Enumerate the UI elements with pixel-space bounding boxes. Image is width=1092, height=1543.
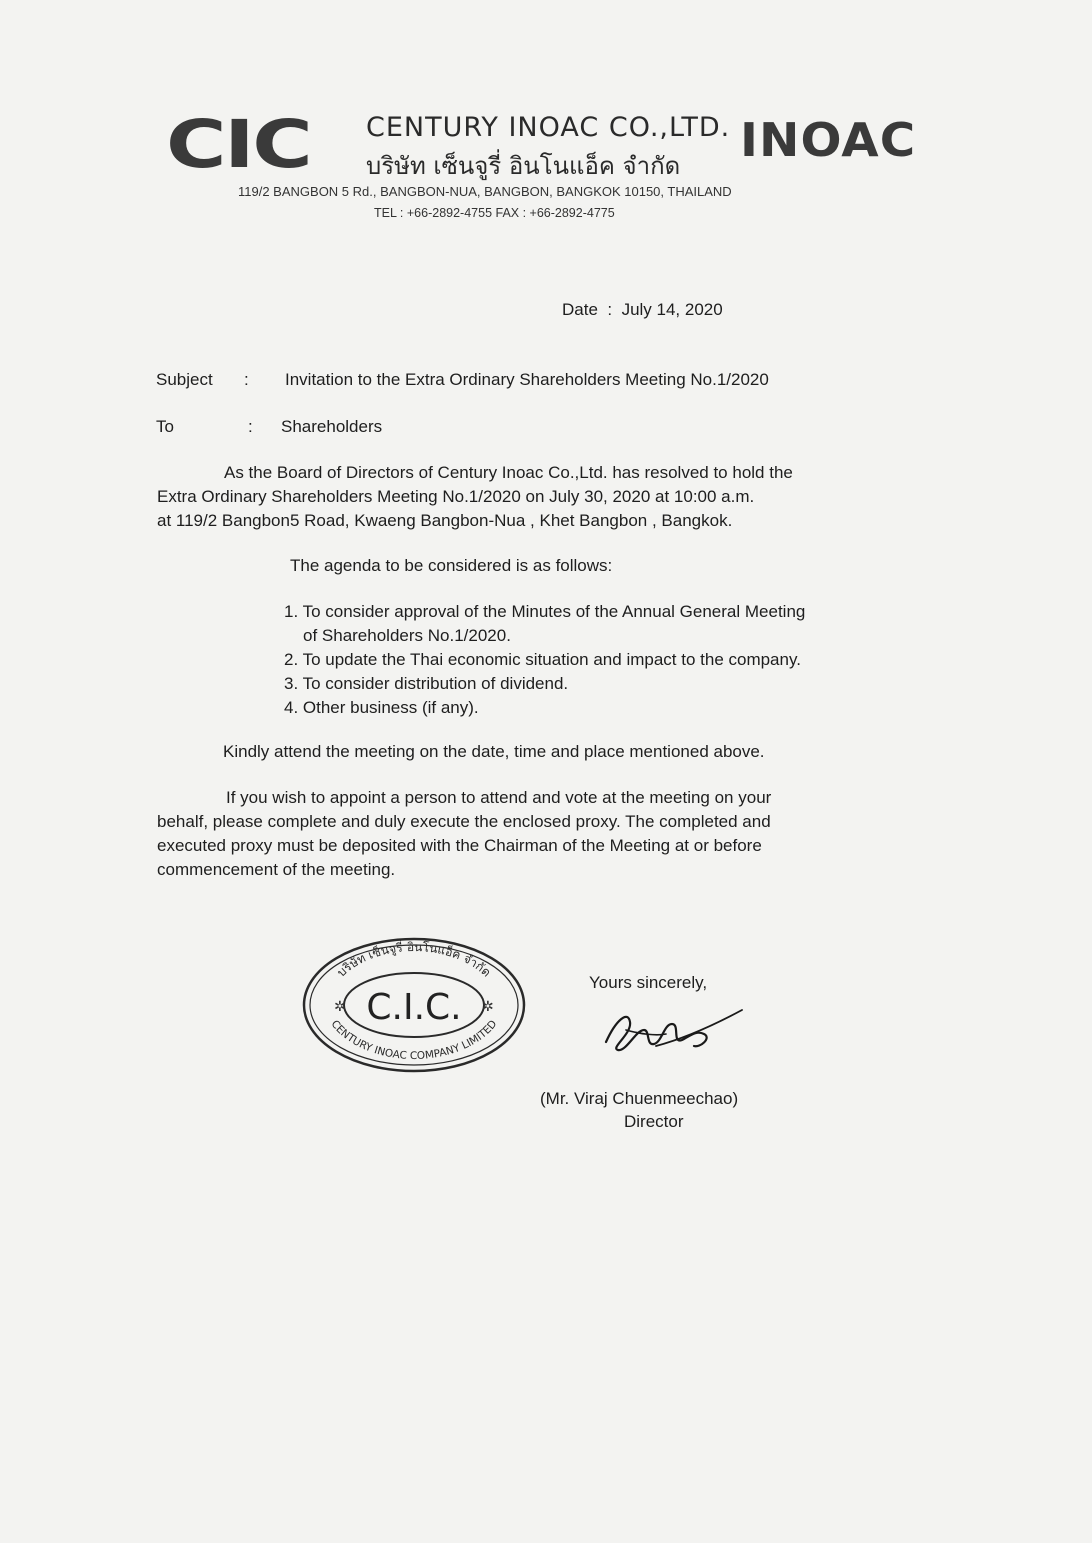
- proxy-line-3: executed proxy must be deposited with the Chairman of the Meeting at or before: [157, 836, 762, 855]
- subject-label: Subject: [156, 370, 213, 389]
- agenda-item-1: 1. To consider approval of the Minutes of the Annual General Meeting: [284, 602, 806, 621]
- seal-star-left-icon: ✲: [334, 999, 346, 1015]
- intro-line-1: As the Board of Directors of Century Inoac Co.,Ltd. has resolved to hold the: [224, 463, 793, 482]
- company-name-thai: บริษัท เซ็นจูรี่ อินโนแอ็ค จำกัด: [366, 152, 681, 180]
- proxy-line-2: behalf, please complete and duly execute the enclosed proxy. The completed and: [157, 812, 771, 831]
- company-address: 119/2 BANGBON 5 Rd., BANGBON-NUA, BANGBON, BANGKOK 10150, THAILAND: [238, 184, 732, 199]
- to-value: Shareholders: [281, 417, 383, 436]
- seal-star-right-icon: ✲: [482, 999, 494, 1015]
- seal-top-text: บริษัท เซ็นจูรี่ อินโนแอ็ค จำกัด: [334, 939, 494, 980]
- agenda-item-3: 3. To consider distribution of dividend.: [284, 674, 569, 693]
- intro-line-2: Extra Ordinary Shareholders Meeting No.1/2020 on July 30, 2020 at 10:00 a.m.: [157, 487, 755, 506]
- company-seal-stamp: [300, 935, 528, 1075]
- agenda-intro: The agenda to be considered is as follows:: [290, 556, 613, 575]
- company-contact: TEL : +66-2892-4755 FAX : +66-2892-4775: [374, 206, 615, 220]
- seal-bottom-text: CENTURY INOAC COMPANY LIMITED: [328, 1018, 500, 1063]
- company-name-english: CENTURY INOAC CO.,LTD.: [366, 112, 731, 143]
- to-label: To: [156, 417, 174, 436]
- signer-name: (Mr. Viraj Chuenmeechao): [540, 1089, 739, 1108]
- proxy-line-1: If you wish to appoint a person to attend and vote at the meeting on your: [226, 788, 772, 807]
- date-value: July 14, 2020: [621, 300, 723, 319]
- date-separator: :: [602, 300, 617, 319]
- attend-line: Kindly attend the meeting on the date, time and place mentioned above.: [223, 742, 765, 761]
- subject-value: Invitation to the Extra Ordinary Shareholders Meeting No.1/2020: [285, 370, 769, 389]
- proxy-line-4: commencement of the meeting.: [157, 860, 396, 879]
- to-separator: :: [248, 417, 253, 436]
- agenda-item-1-continued: of Shareholders No.1/2020.: [303, 626, 511, 645]
- subject-separator: :: [244, 370, 249, 389]
- date-label: Date: [562, 300, 598, 319]
- intro-line-3: at 119/2 Bangbon5 Road, Kwaeng Bangbon-Nua , Khet Bangbon , Bangkok.: [157, 511, 733, 530]
- closing-line: Yours sincerely,: [589, 973, 708, 992]
- date-line: [562, 300, 723, 320]
- cic-logo: CIC: [166, 106, 311, 183]
- signer-title: Director: [624, 1112, 684, 1131]
- seal-center-text: C.I.C.: [366, 987, 462, 1028]
- agenda-item-2: 2. To update the Thai economic situation and impact to the company.: [284, 650, 801, 669]
- inoac-logo: INOAC: [740, 113, 917, 167]
- agenda-item-4: 4. Other business (if any).: [284, 698, 479, 717]
- handwritten-signature: [596, 1000, 746, 1060]
